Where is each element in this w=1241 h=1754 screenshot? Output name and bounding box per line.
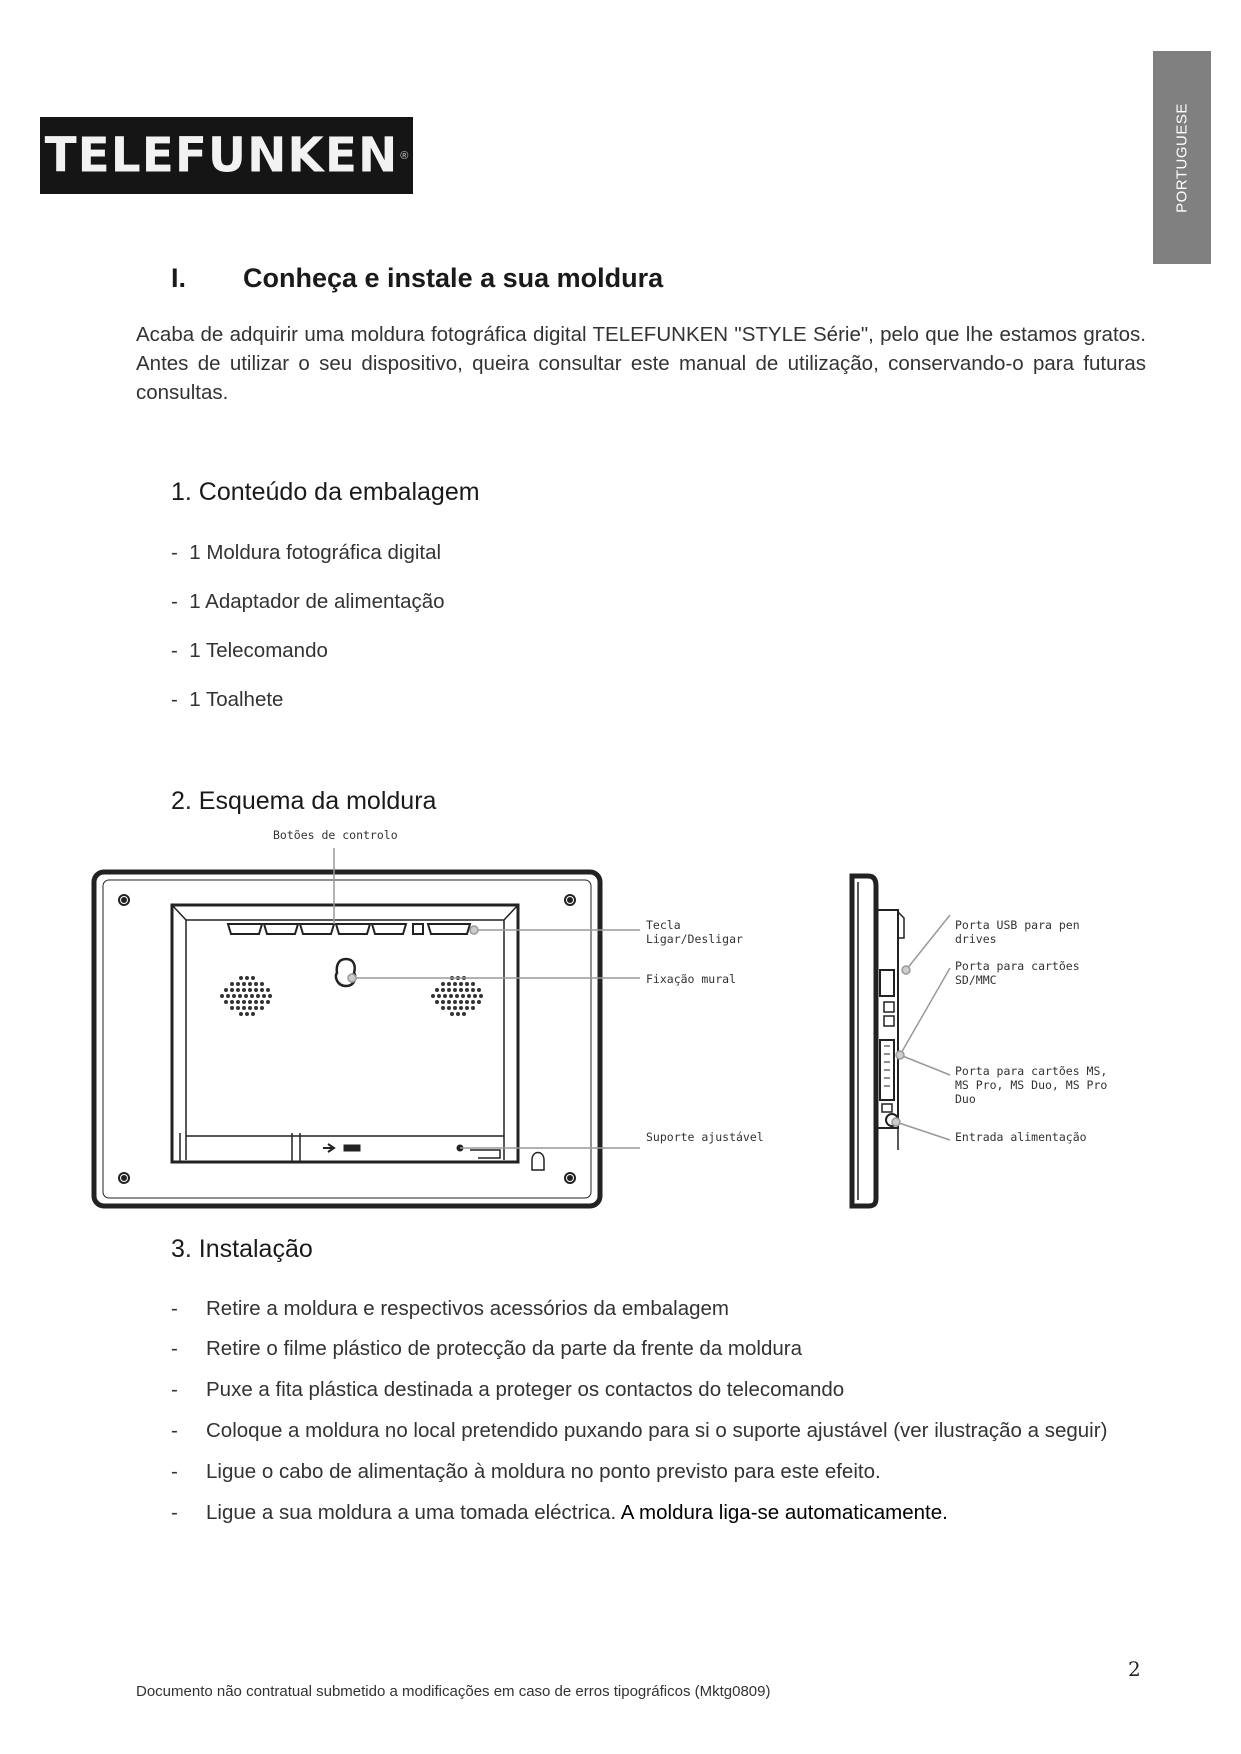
- auto-power-note: A moldura liga-se automaticamente.: [616, 1501, 948, 1524]
- logo-text: TELEFUNKEN: [44, 127, 399, 184]
- list-item: - Retire a moldura e respectivos acessórios da embalagem: [171, 1297, 730, 1320]
- label-stand: Suporte ajustável: [646, 1130, 764, 1144]
- label-usb-port: Porta USB para pen drives: [955, 918, 1080, 946]
- label-power-key: Tecla Ligar/Desligar: [646, 918, 743, 946]
- list-item: - Ligue o cabo de alimentação à moldura no ponto previsto para este efeito.: [171, 1460, 881, 1483]
- section-title: Conheça e instale a sua moldura: [243, 263, 664, 293]
- list-item: - 1 Toalhete: [171, 688, 284, 711]
- list-item: - 1 Adaptador de alimentação: [171, 590, 445, 613]
- list-item: - Coloque a moldura no local pretendido puxando para si o suporte ajustável (ver ilustração a seguir): [171, 1419, 1108, 1442]
- diagram-heading: 2. Esquema da moldura: [171, 787, 437, 815]
- label-wall-mount: Fixação mural: [646, 972, 737, 986]
- label-ms-port: Porta para cartões MS, MS Pro, MS Duo, MS Pro Duo: [955, 1064, 1108, 1106]
- frame-back-outer: [94, 872, 600, 1206]
- section-number: I.: [171, 263, 187, 293]
- intro-paragraph: Acaba de adquirir uma moldura fotográfica digital TELEFUNKEN "STYLE Série", pelo que lhe estamos gratos. Antes de utilizar o seu dispositivo, queira consultar este manual de utilização, conservando-o para futuras consultas.: [136, 323, 1146, 404]
- list-item: - Puxe a fita plástica destinada a proteger os contactos do telecomando: [171, 1378, 845, 1401]
- page-number: 2: [1128, 1657, 1141, 1681]
- list-item: - 1 Moldura fotográfica digital: [171, 541, 442, 564]
- footer-disclaimer: Documento não contratual submetido a modificações em caso de erros tipográficos (Mktg0809): [136, 1683, 771, 1700]
- language-tab-label: PORTUGUESE: [1173, 102, 1191, 213]
- label-control-buttons: Botões de controlo: [273, 828, 398, 842]
- registered-mark: ®: [400, 149, 409, 162]
- installation-heading: 3. Instalação: [171, 1235, 313, 1263]
- package-heading: 1. Conteúdo da embalagem: [171, 478, 480, 506]
- list-item: - 1 Telecomando: [171, 639, 328, 662]
- label-power-input: Entrada alimentação: [955, 1130, 1087, 1144]
- list-item: - Retire o filme plástico de protecção da parte da frente da moldura: [171, 1337, 802, 1360]
- label-sd-port: Porta para cartões SD/MMC: [955, 959, 1080, 987]
- list-item: - Ligue a sua moldura a uma tomada eléctrica. A moldura liga-se automaticamente.: [171, 1501, 948, 1524]
- frame-side: [852, 876, 876, 1206]
